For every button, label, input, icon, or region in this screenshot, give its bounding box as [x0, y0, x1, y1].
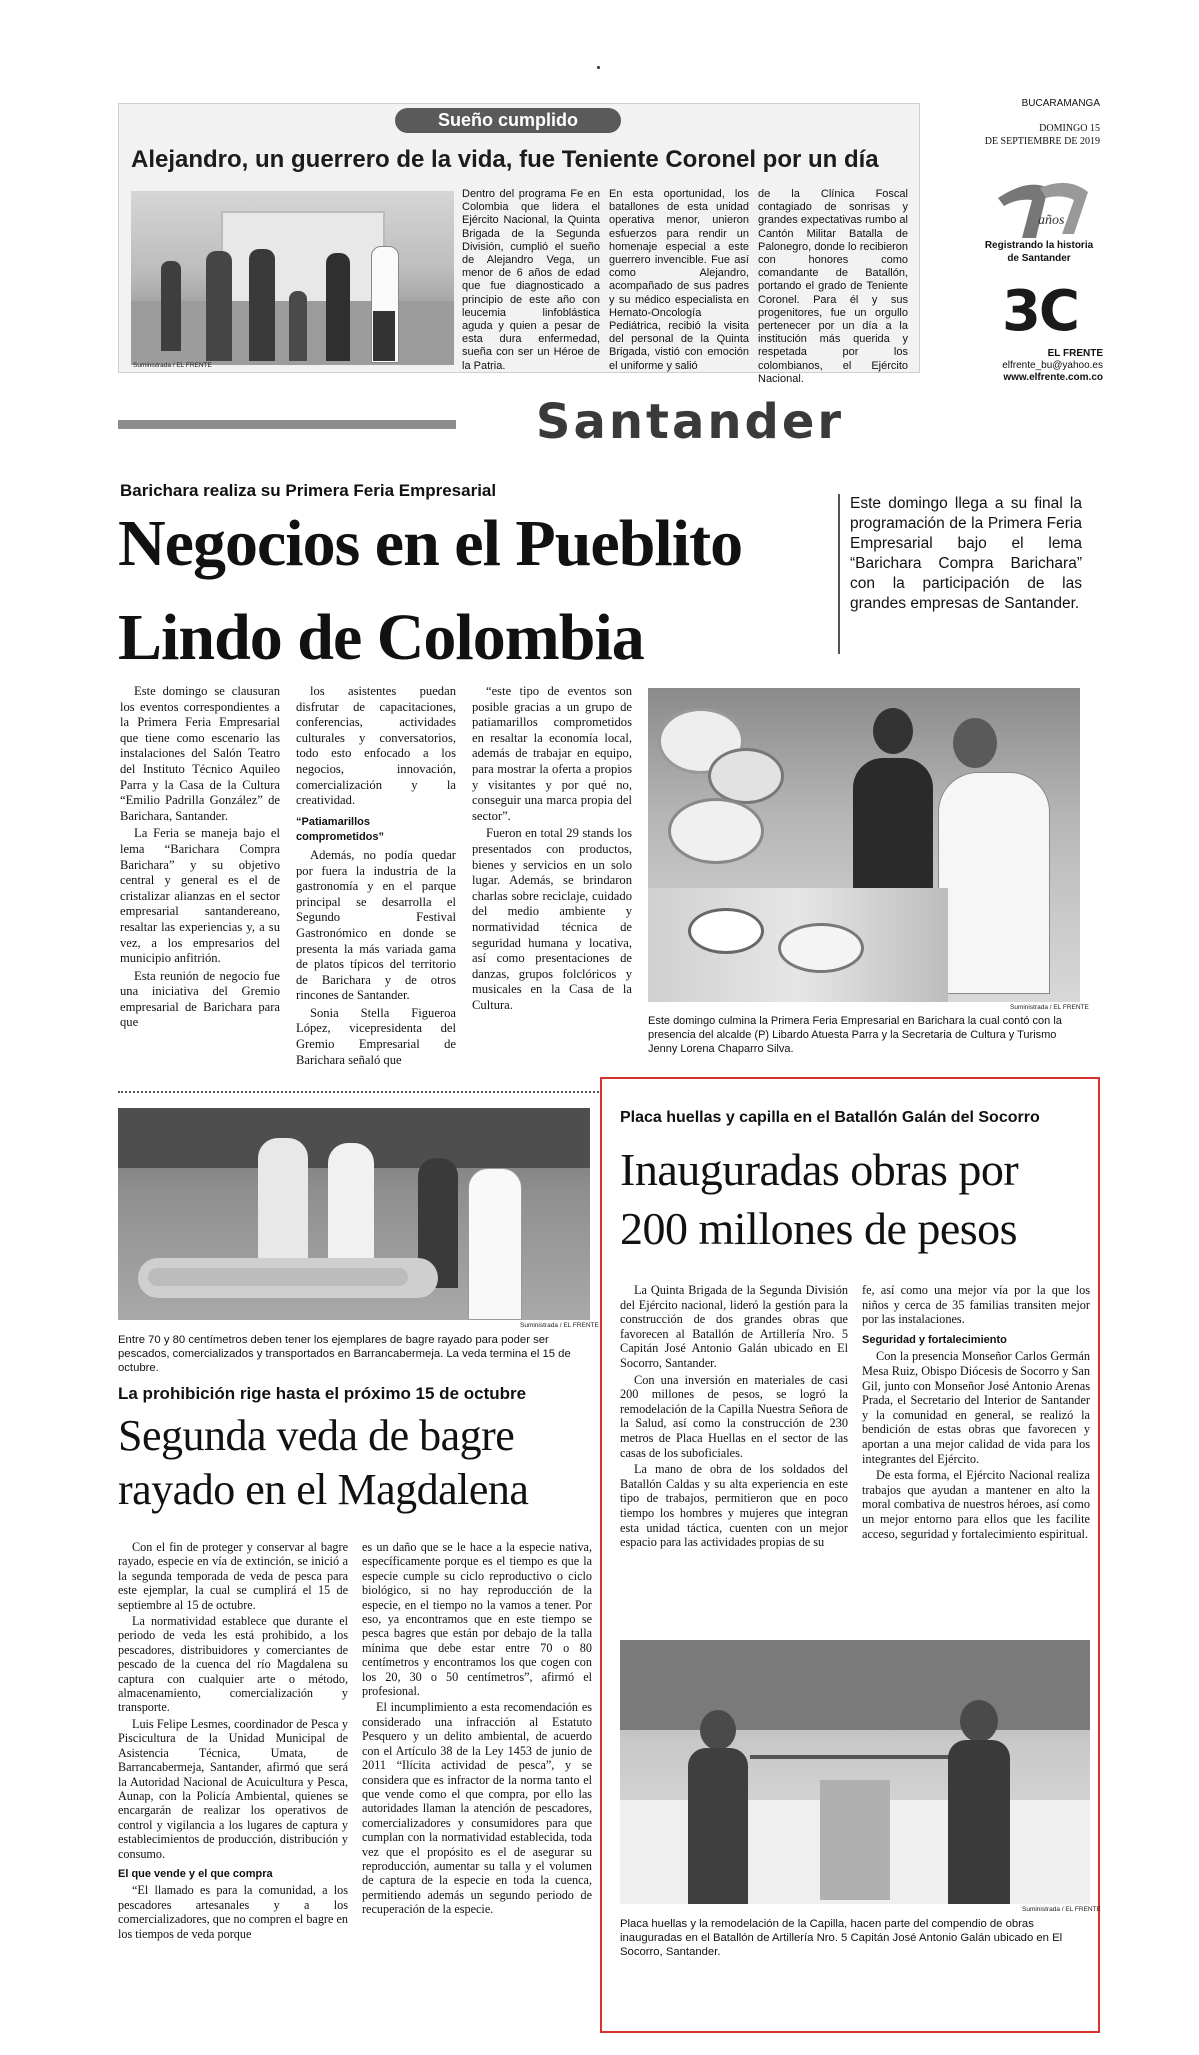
bagre-col2-p1: es un daño que se le hace a la especie nativa, específicamente porque es el tiempo es que la especie cumple su ciclo reproductivo o ciclo biológico, si no hay reproducción de la especie, en el tiempo no la vamos a tener. Por eso, ya encontramos que en este tiempo se pesca bagres que están por debajo de la talla mínima que debe estar entre 70 o 80 centímetros y encontramos los que cogen con los 20, 30 o 50 centímetros”, afirmó el profesional. — [362, 1540, 592, 1699]
box-col-3-text: de la Clínica Foscal contagiado de sonrisas y grandes expectativas rumbo al Cantón Militar Batalla de Palonegro, donde lo recibieron con honores como comandante de Batallón, portando el grado de Teniente Coronel. Para él y sus progenitores, fue un orgullo pertenecer por un día a la institución más querida y respetada por los colombianos, el Ejército Nacional. — [758, 188, 908, 385]
box-col-1 — [462, 188, 600, 373]
obras-col-1 — [620, 1283, 848, 1552]
bagre-kicker: La prohibición rige hasta el próximo 15 de octubre — [118, 1384, 527, 1403]
box-headline: Alejandro, un guerrero de la vida, fue Teniente Coronel por un día — [131, 146, 879, 173]
feria-kicker: Barichara realiza su Primera Feria Empresarial — [120, 481, 497, 500]
bagre-col2-p2: El incumplimiento a esta recomendación es considerado una infracción al Estatuto Pesquero y un delito ambiental, de acuerdo con el Artículo 38 de la Ley 1453 de junio de 2011 “Ilícita actividad de pesca”, y se considera que es infractor de la norma tanto el que vende como el que compra, por ello las autoridades llaman la atención de pescadores, comercializadores y consumidores para que cumplan con la normatividad establecida, toda vez que el propósito es el de asegurar su reproducción, aumentar su talla y el volumen de captura de la especie en toda la cuenca, permitiendo además un segundo periodo de recuperación de la especie. — [362, 1700, 592, 1917]
feria-photo-credit: Suministrada / EL FRENTE — [1010, 1004, 1089, 1011]
obras-caption: Placa huellas y la remodelación de la Capilla, hacen parte del compendio de obras inauguradas en el Batallón de Artillería Nro. 5 Capitán José Antonio Galán ubicado en El Socorro, Santander. — [620, 1918, 1063, 1958]
svg-text:años: años — [1038, 213, 1065, 228]
obras-col1-p3: La mano de obra de los soldados del Batallón Caldas y su alta experiencia en este tipo de trabajos, permitieron que en poco tiempo los hombres y mujeres que integran esta unidad táctica, cuenten con un mejor espacio para las actividades propias de su — [620, 1462, 848, 1550]
masthead-date-1: DOMINGO 15 — [1039, 123, 1100, 134]
masthead-website: www.elfrente.com.co — [1003, 372, 1103, 383]
feria-col2-p3: Sonia Stella Figueroa López, vicepresidenta del Gremio Empresarial de Barichara señaló que — [296, 1005, 456, 1067]
anniversary-slogan-2: de Santander — [1007, 253, 1071, 264]
masthead-city: BUCARAMANGA — [1021, 98, 1100, 109]
obras-photo-credit: Suministrada / EL FRENTE — [1022, 1906, 1101, 1913]
feria-headline-1: Negocios en el Pueblito — [118, 507, 743, 580]
feria-headline-2: Lindo de Colombia — [118, 601, 644, 674]
section-bar — [118, 420, 456, 429]
box-photo — [131, 191, 454, 365]
feria-col3-p2: Fueron en total 29 stands los presentados con productos, bienes y servicios en un solo lugar. Además, se brindaron charlas sobre reciclaje, cuidado del medio ambiente y normatividad técnica de seguridad humana y locativa, así como presentaciones de danzas, grupos folclóricos y musicales en la Casa de la Cultura. — [472, 826, 632, 1012]
section-title: Santander — [535, 394, 845, 450]
feria-col2-p2: Además, no podía quedar por fuera la industria de la gastronomía y en el parque principal se desarrolla el Segundo Festival Gastronómico en donde se presenta la más variada gama de platos típicos del territorio de Barichara y de otros rincones de Santander. — [296, 847, 456, 1003]
masthead-date-2: DE SEPTIEMBRE DE 2019 — [984, 136, 1100, 147]
bagre-col1-p4: “El llamado es para la comunidad, a los pescadores artesanales y a los comercializadores, que no compren el bagre en los tiempos de veda porque — [118, 1883, 348, 1941]
bagre-col1-p1: Con el fin de proteger y conservar al bagre rayado, especie en vía de extinción, se inició a la segunda temporada de veda de pesca para este ejemplar, la cual se cumplirá el 15 de septiembre al 15 de octubre. — [118, 1540, 348, 1612]
feria-col1-p2: La Feria se maneja bajo el lema “Barichara Compra Barichara” y su objetivo central y general es el de cristalizar alianzas en el sector empresarial santandereano, resaltar las experiencias y, a su vez, a los empresarios del municipio anfitrión. — [120, 826, 280, 966]
obras-photo — [620, 1640, 1090, 1904]
box-col-2 — [609, 188, 749, 373]
paper-name: EL FRENTE — [1047, 348, 1103, 359]
bagre-col1-p3: Luis Felipe Lesmes, coordinador de Pesca y Piscicultura de la Unidad Municipal de Asistencia Técnica, Umata, de Barrancabermeja, Santander, afirmó que será la Autoridad Nacional de Acuicultura y Pesca, Aunap, con la Policía Ambiental, quienes se encargarán de realizar los operativos de control y vigilancia a los lugares de captura y establecimientos de producción, distribución y consumo. — [118, 1716, 348, 1861]
masthead-email: elfrente_bu@yahoo.es — [1002, 360, 1103, 371]
obras-col2-p1: fe, así como una mejor vía por la que los niños y cerca de 35 familias transiten mejor por las instalaciones. — [862, 1283, 1090, 1327]
feria-col-2 — [296, 684, 456, 1070]
section-divider — [118, 1091, 602, 1093]
page-dot — [597, 66, 600, 69]
obras-col1-p1: La Quinta Brigada de la Segunda División del Ejército nacional, lideró la gestión para la construcción de dos grandes obras que favorecen al Batallón de Artillería Nro. 5 Capitán José Antonio Galán ubicado en El Socorro, Santander. — [620, 1283, 848, 1370]
anniversary-logo — [978, 158, 1100, 268]
bagre-photo — [118, 1108, 590, 1320]
box-photo-credit: Suministrada / EL FRENTE — [133, 362, 212, 369]
obras-headline-1: Inauguradas obras por — [620, 1144, 1019, 1195]
page-number: 3C — [1001, 279, 1079, 344]
bagre-col-2 — [362, 1540, 592, 1919]
box-col-1-text: Dentro del programa Fe en Colombia que lidera el Ejército Nacional, la Quinta Brigada de la Segunda División, cumplió el sueño de Alejandro Vega, un menor de 6 años de edad que fue diagnosticado a principio de este año con leucemia linfoblástica aguda y quien a pesar de esta dura enfermedad, sueña con ser un Héroe de la Patria. — [462, 188, 600, 372]
obras-col2-p2: Con la presencia Monseñor Carlos Germán Mesa Ruiz, Obispo Diócesis de Socorro y San Gil, junto con Monseñor José Antonio Arenas Prada, el Secretario del Interior de Santander y la comunidad en general, se realizó la bendición de estas obras que favorecen y aportan a una mejor calidad de vida para los integrantes del Ejército. — [862, 1349, 1090, 1466]
bagre-caption: Entre 70 y 80 centímetros deben tener los ejemplares de bagre rayado para poder ser pescados, comercializados y transportados en Barrancabermeja. La veda termina el 15 de octubre. — [118, 1334, 571, 1374]
obras-col2-p3: De esta forma, el Ejército Nacional realiza trabajos que ayudan a mantener en alto la moral combativa de nuestros héroes, así como un mejor entorno para ellos que les facilite acceso, seguridad y fortalecimiento espiritual. — [862, 1468, 1090, 1541]
anniversary-slogan-1: Registrando la historia — [984, 240, 1094, 251]
box-col-3 — [758, 188, 908, 386]
feria-col3-p1: “este tipo de eventos son posible gracias a un grupo de patiamarillos comprometidos en resaltar la economía local, además de trabajar en equipo, para mostrar la oferta a propios y visitantes y por qué no, conseguir una marca propia del sector”. — [472, 684, 632, 823]
feria-col1-p1: Este domingo se clausuran los eventos correspondientes a la Primera Feria Empresarial que tiene como escenario las instalaciones del Salón Teatro del Instituto Técnico Aquileo Parra y la Casa de la Cultura “Emilio Padrilla González” de Barichara, Santander. — [120, 684, 280, 823]
bagre-col-1 — [118, 1540, 348, 1943]
feria-col-3 — [472, 684, 632, 1015]
obras-col2-sub: Seguridad y fortalecimiento — [862, 1333, 1007, 1346]
obras-headline-2: 200 millones de pesos — [620, 1203, 1018, 1254]
feria-photo — [648, 688, 1080, 1002]
feria-col2-p1: los asistentes puedan disfrutar de capacitaciones, conferencias, actividades culturales y conversatorios, todo esto enfocado a los negocios, innovación, comercialización y la creatividad. — [296, 684, 456, 808]
feria-col-1 — [120, 684, 280, 1033]
bagre-col1-sub: El que vende y el que compra — [118, 1867, 273, 1880]
featured-box — [118, 103, 920, 385]
obras-col-2 — [862, 1283, 1090, 1543]
feria-caption: Este domingo culmina la Primera Feria Empresarial en Barichara la cual contó con la presencia del alcalde (P) Libardo Atuesta Parra y la Secretaria de Cultura y Turismo Jenny Lorena Chaparro Silva. — [648, 1015, 1062, 1055]
bagre-photo-credit: Suministrada / EL FRENTE — [520, 1322, 599, 1329]
anniversary-emblem-icon — [978, 158, 1100, 268]
bagre-headline-2: rayado en el Magdalena — [118, 1465, 529, 1514]
bagre-col1-p2: La normatividad establece que durante el periodo de veda les está prohibido, a los pescadores, distribuidores y comerciantes de pescado de la cuenca del río Magdalena su captura con cualquier arte o método, almacenamiento, comercialización y transporte. — [118, 1614, 348, 1715]
feria-lead-rule — [838, 494, 840, 654]
box-col-2-text: En esta oportunidad, los batallones de esta unidad operativa menor, unieron esfuerzos para rendir un homenaje especial a este guerrero invencible. Fue así como Alejandro, acompañado de sus padres y su médico especialista en Hemato-Oncología Pediátrica, recibió la visita del personal de la Quinta Brigada, vistió con emoción el uniforme y salió — [609, 188, 749, 372]
pill-label: Sueño cumplido — [395, 108, 621, 133]
feria-col1-p3: Esta reunión de negocio fue una iniciativa del Gremio empresarial de Barichara para que — [120, 968, 280, 1030]
feria-lead: Este domingo llega a su final la programación de la Primera Feria Empresarial bajo el lema “Barichara Compra Barichara” con la participación de las grandes empresas de Santander. — [850, 495, 1082, 612]
bagre-headline-1: Segunda veda de bagre — [118, 1411, 515, 1460]
feria-col2-sub: “Patiamarillos comprometidos” — [296, 815, 385, 844]
obras-kicker: Placa huellas y capilla en el Batallón Galán del Socorro — [620, 1109, 1040, 1126]
obras-col1-p2: Con una inversión en materiales de casi 200 millones de pesos, se logró la remodelación de la Capilla Nuestra Señora de la Salud, así como la construcción de 230 metros de Placa Huellas en el sector de las casas de los suboficiales. — [620, 1372, 848, 1460]
